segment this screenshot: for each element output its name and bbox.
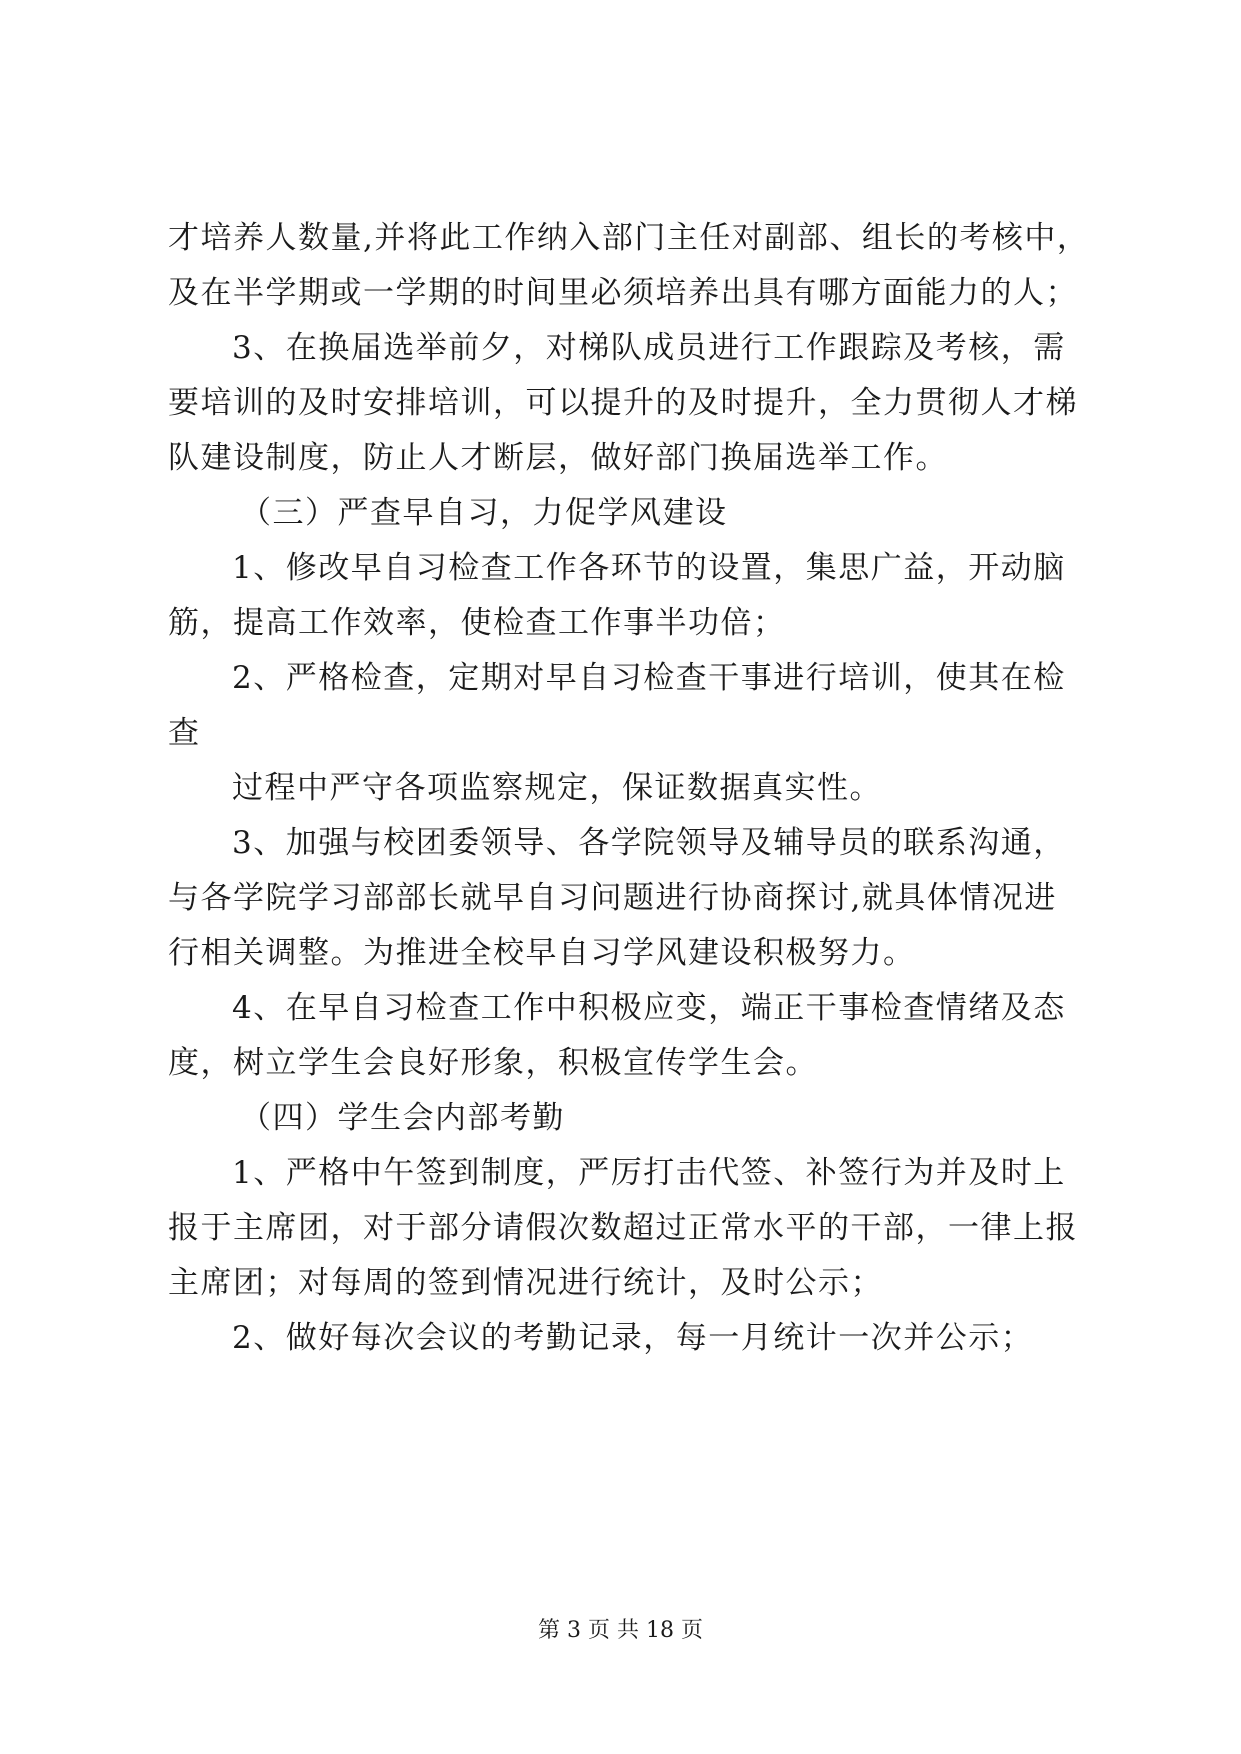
body-line: 与各学院学习部部长就早自习问题进行协商探讨,就具体情况进 bbox=[168, 880, 1057, 916]
body-line: 及在半学期或一学期的时间里必须培养出具有哪方面能力的人； bbox=[168, 275, 1078, 311]
body-line: 筋，提高工作效率，使检查工作事半功倍； bbox=[168, 605, 786, 641]
body-line: 2、严格检查，定期对早自习检查干事进行培训，使其在检 bbox=[232, 660, 1066, 696]
body-line: 查 bbox=[168, 715, 201, 751]
body-line: 3、加强与校团委领导、各学院领导及辅导员的联系沟通， bbox=[232, 825, 1066, 861]
body-line: 过程中严守各项监察规定，保证数据真实性。 bbox=[232, 770, 882, 806]
body-line: 度，树立学生会良好形象，积极宣传学生会。 bbox=[168, 1045, 818, 1081]
body-line: 4、在早自习检查工作中积极应变，端正干事检查情绪及态 bbox=[232, 990, 1066, 1026]
body-line: 2、做好每次会议的考勤记录，每一月统计一次并公示； bbox=[232, 1320, 1034, 1356]
body-line: 1、修改早自习检查工作各环节的设置，集思广益，开动脑 bbox=[232, 550, 1066, 586]
section-heading: （三）严查早自习，力促学风建设 bbox=[240, 495, 728, 531]
body-line: 行相关调整。为推进全校早自习学风建设积极努力。 bbox=[168, 935, 916, 971]
body-line: 3、在换届选举前夕，对梯队成员进行工作跟踪及考核，需 bbox=[232, 330, 1066, 366]
page-footer: 第 3 页 共 18 页 bbox=[538, 1618, 703, 1643]
body-line: 要培训的及时安排培训，可以提升的及时提升，全力贯彻人才梯 bbox=[168, 385, 1078, 421]
body-line: 才培养人数量,并将此工作纳入部门主任对副部、组长的考核中， bbox=[168, 220, 1090, 256]
section-heading: （四）学生会内部考勤 bbox=[240, 1100, 565, 1136]
body-line: 1、严格中午签到制度，严厉打击代签、补签行为并及时上 bbox=[232, 1155, 1066, 1191]
body-line: 主席团；对每周的签到情况进行统计，及时公示； bbox=[168, 1265, 883, 1301]
body-line: 队建设制度，防止人才断层，做好部门换届选举工作。 bbox=[168, 440, 948, 476]
body-line: 报于主席团，对于部分请假次数超过正常水平的干部，一律上报 bbox=[168, 1210, 1078, 1246]
